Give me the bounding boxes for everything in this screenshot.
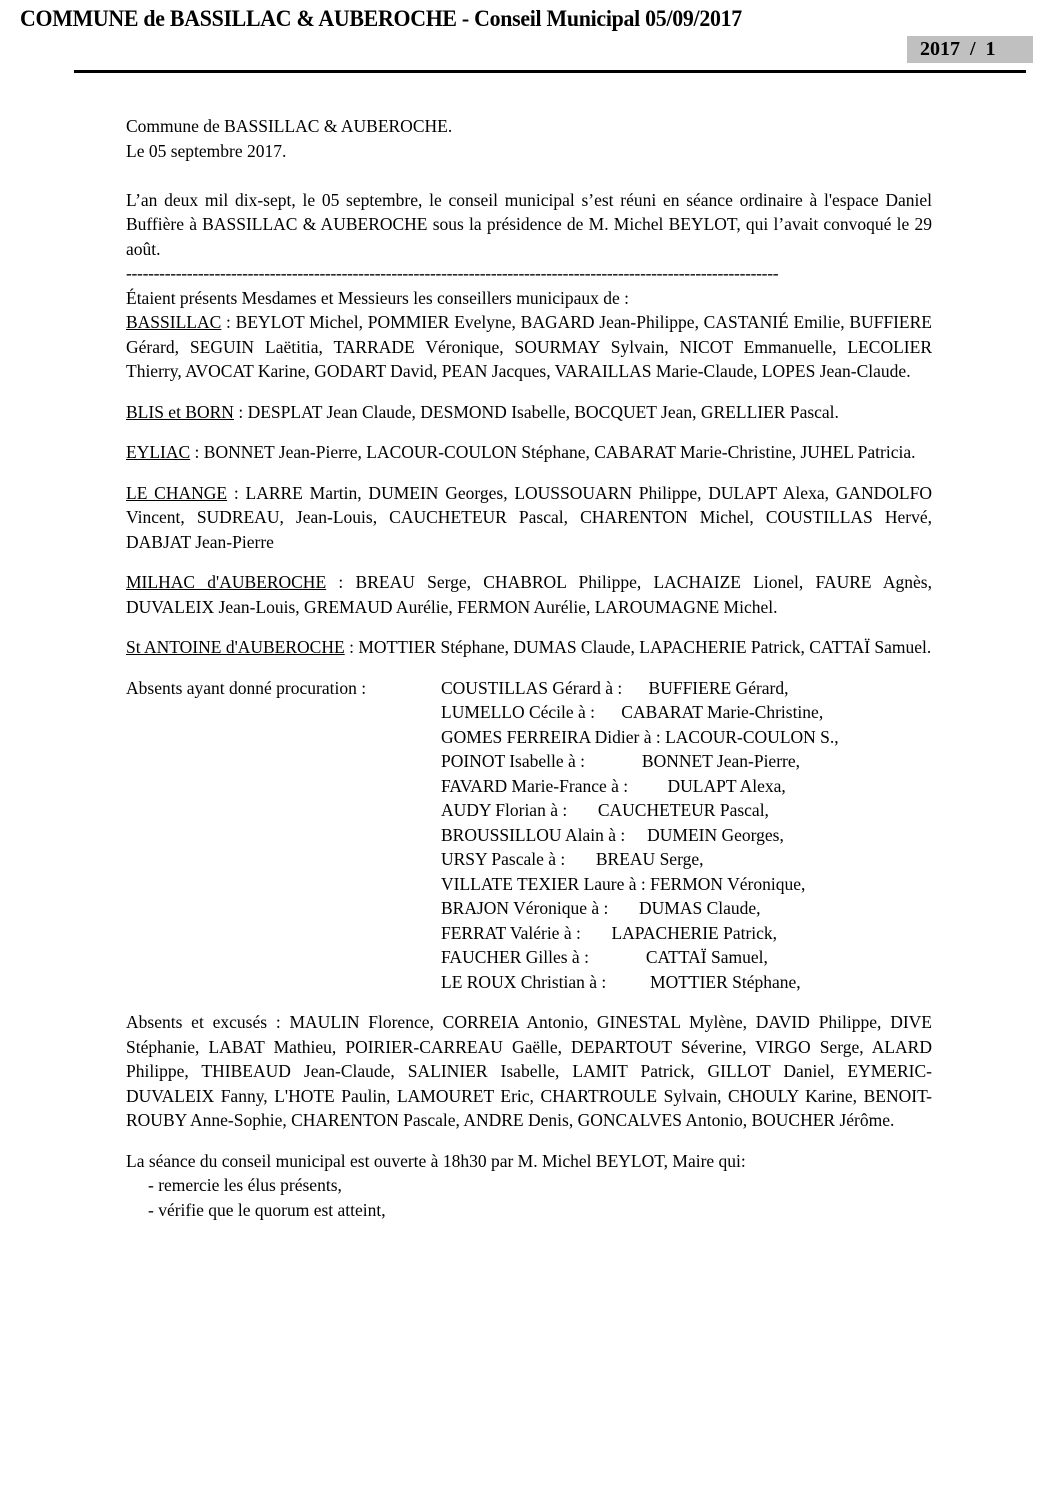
meeting-date: Le 05 septembre 2017.	[126, 140, 287, 161]
proxy-row: FAUCHER Gilles à : CATTAÏ Samuel,	[441, 947, 768, 967]
intro-paragraph: L’an deux mil dix-sept, le 05 septembre, le conseil municipal s’est réuni en séance ordinaire à l'espace Daniel Buffière à BASSILLAC & AUBEROCHE sous la présidence de M. Michel BEYLOT, qui l’avait convoqué le 29 août.	[126, 189, 932, 259]
group-commune: BLIS et BORN	[126, 401, 234, 422]
group-names: BONNET Jean-Pierre, LACOUR-COULON Stéphane, CABARAT Marie-Christine, JUHEL Patricia.	[203, 442, 916, 462]
header-rule	[74, 70, 1026, 73]
group-commune: LE CHANGE	[126, 482, 228, 503]
proxy-row: FERRAT Valérie à : LAPACHERIE Patrick,	[441, 922, 778, 943]
group-commune: BASSILLAC	[126, 312, 222, 332]
group-commune: EYLIAC	[126, 442, 191, 462]
page-reference-box: 2017 / 1	[907, 36, 1033, 63]
present-group-eyliac: EYLIAC : BONNET Jean-Pierre, LACOUR-COULON Stéphane, CABARAT Marie-Christine, JUHEL Patricia.	[126, 442, 916, 462]
separator-line: ----------------------------------------------------------------------------------------------------------------------	[126, 263, 779, 283]
group-names: LARRE Martin, DUMEIN Georges, LOUSSOUARN Philippe, DULAPT Alexa, GANDOLFO Vincent, SUDREAU, Jean-Louis, CAUCHETEUR Pascal, CHARENTON Michel, COUSTILLAS Hervé, DABJAT Jean-Pierre	[126, 482, 932, 552]
proxy-row: LUMELLO Cécile à : CABARAT Marie-Christine,	[441, 702, 824, 722]
group-commune: MILHAC d'AUBEROCHE	[126, 572, 327, 592]
proxy-row: BROUSSILLOU Alain à : DUMEIN Georges,	[441, 824, 784, 845]
opening-item: - vérifie que le quorum est atteint,	[148, 1199, 386, 1220]
proxy-row: FAVARD Marie-France à : DULAPT Alexa,	[441, 775, 786, 796]
proxy-row: URSY Pascale à : BREAU Serge,	[441, 849, 704, 869]
opening-list	[126, 1173, 932, 1222]
proxy-row: LE ROUX Christian à : MOTTIER Stéphane,	[441, 971, 801, 992]
excused-paragraph: Absents et excusés : MAULIN Florence, CORREIA Antonio, GINESTAL Mylène, DAVID Philippe, DIVE Stéphanie, LABAT Mathieu, POIRIER-CARREAU Gaëlle, DEPARTOUT Séverine, VIRGO Serge, ALARD Philippe, THIBEAUD Jean-Claude, SALINIER Isabelle, LAMIT Patrick, GILLOT Daniel, EYMERIC-DUVALEIX Fanny, L'HOTE Paulin, LAMOURET Eric, CHARTROULE Sylvain, CHOULY Karine, BENOIT-ROUBY Anne-Sophie, CHARENTON Pascale, ANDRE Denis, GONCALVES Antonio, BOUCHER Jérôme.	[126, 1012, 932, 1130]
group-names: BEYLOT Michel, POMMIER Evelyne, BAGARD Jean-Philippe, CASTANIÉ Emilie, BUFFIERE Gérard, SEGUIN Laëtitia, TARRADE Véronique, SOURMAY Sylvain, NICOT Emmanuelle, LECOLIER Thierry, AVOCAT Karine, GODART David, PEAN Jacques, VARAILLAS Marie-Claude, LOPES Jean-Claude.	[126, 312, 932, 381]
proxy-row: VILLATE TEXIER Laure à : FERMON Véronique,	[441, 873, 806, 894]
proxy-row: AUDY Florian à : CAUCHETEUR Pascal,	[441, 800, 769, 820]
group-names: BREAU Serge, CHABROL Philippe, LACHAIZE Lionel, FAURE Agnès, DUVALEIX Jean-Louis, GREMAUD Aurélie, FERMON Aurélie, LAROUMAGNE Michel.	[126, 572, 932, 617]
proxy-row: GOMES FERREIRA Didier à : LACOUR-COULON S.,	[441, 726, 839, 747]
present-group-le-change: LE CHANGE : LARRE Martin, DUMEIN Georges, LOUSSOUARN Philippe, DULAPT Alexa, GANDOLFO Vincent, SUDREAU, Jean-Louis, CAUCHETEUR Pascal, CHARENTON Michel, COUSTILLAS Hervé, DABJAT Jean-Pierre	[126, 482, 932, 552]
proxies-label: Absents ayant donné procuration :	[126, 677, 367, 698]
group-names: DESPLAT Jean Claude, DESMOND Isabelle, BOCQUET Jean, GRELLIER Pascal.	[247, 401, 839, 422]
proxy-row: POINOT Isabelle à : BONNET Jean-Pierre,	[441, 751, 800, 771]
opening-text: La séance du conseil municipal est ouverte à 18h30 par M. Michel BEYLOT, Maire qui:	[126, 1150, 746, 1171]
commune-name: Commune de BASSILLAC & AUBEROCHE.	[126, 116, 453, 136]
group-commune: St ANTOINE d'AUBEROCHE	[126, 637, 345, 657]
proxy-row: COUSTILLAS Gérard à : BUFFIERE Gérard,	[441, 677, 789, 698]
present-heading: Étaient présents Mesdames et Messieurs les conseillers municipaux de :	[126, 287, 629, 308]
proxies-list	[441, 676, 932, 995]
proxy-row: BRAJON Véronique à : DUMAS Claude,	[441, 898, 761, 918]
proxies-section	[126, 676, 932, 995]
document-body	[126, 114, 932, 1222]
present-group-milhac: MILHAC d'AUBEROCHE : BREAU Serge, CHABROL Philippe, LACHAIZE Lionel, FAURE Agnès, DUVALEIX Jean-Louis, GREMAUD Aurélie, FERMON Aurélie, LAROUMAGNE Michel.	[126, 572, 932, 617]
present-group-bassillac: BASSILLAC : BEYLOT Michel, POMMIER Evelyne, BAGARD Jean-Philippe, CASTANIÉ Emilie, BUFFIERE Gérard, SEGUIN Laëtitia, TARRADE Véronique, SOURMAY Sylvain, NICOT Emmanuelle, LECOLIER Thierry, AVOCAT Karine, GODART David, PEAN Jacques, VARAILLAS Marie-Claude, LOPES Jean-Claude.	[126, 312, 932, 381]
group-names: MOTTIER Stéphane, DUMAS Claude, LAPACHERIE Patrick, CATTAÏ Samuel.	[358, 637, 932, 657]
present-group-blis-et-born: BLIS et BORN : DESPLAT Jean Claude, DESMOND Isabelle, BOCQUET Jean, GRELLIER Pascal.	[126, 401, 839, 422]
opening-item: - remercie les élus présents,	[148, 1175, 342, 1195]
document-header-title: COMMUNE de BASSILLAC & AUBEROCHE - Conseil Municipal 05/09/2017	[20, 6, 742, 32]
present-group-st-antoine: St ANTOINE d'AUBEROCHE : MOTTIER Stéphane, DUMAS Claude, LAPACHERIE Patrick, CATTAÏ Samuel.	[126, 637, 932, 657]
